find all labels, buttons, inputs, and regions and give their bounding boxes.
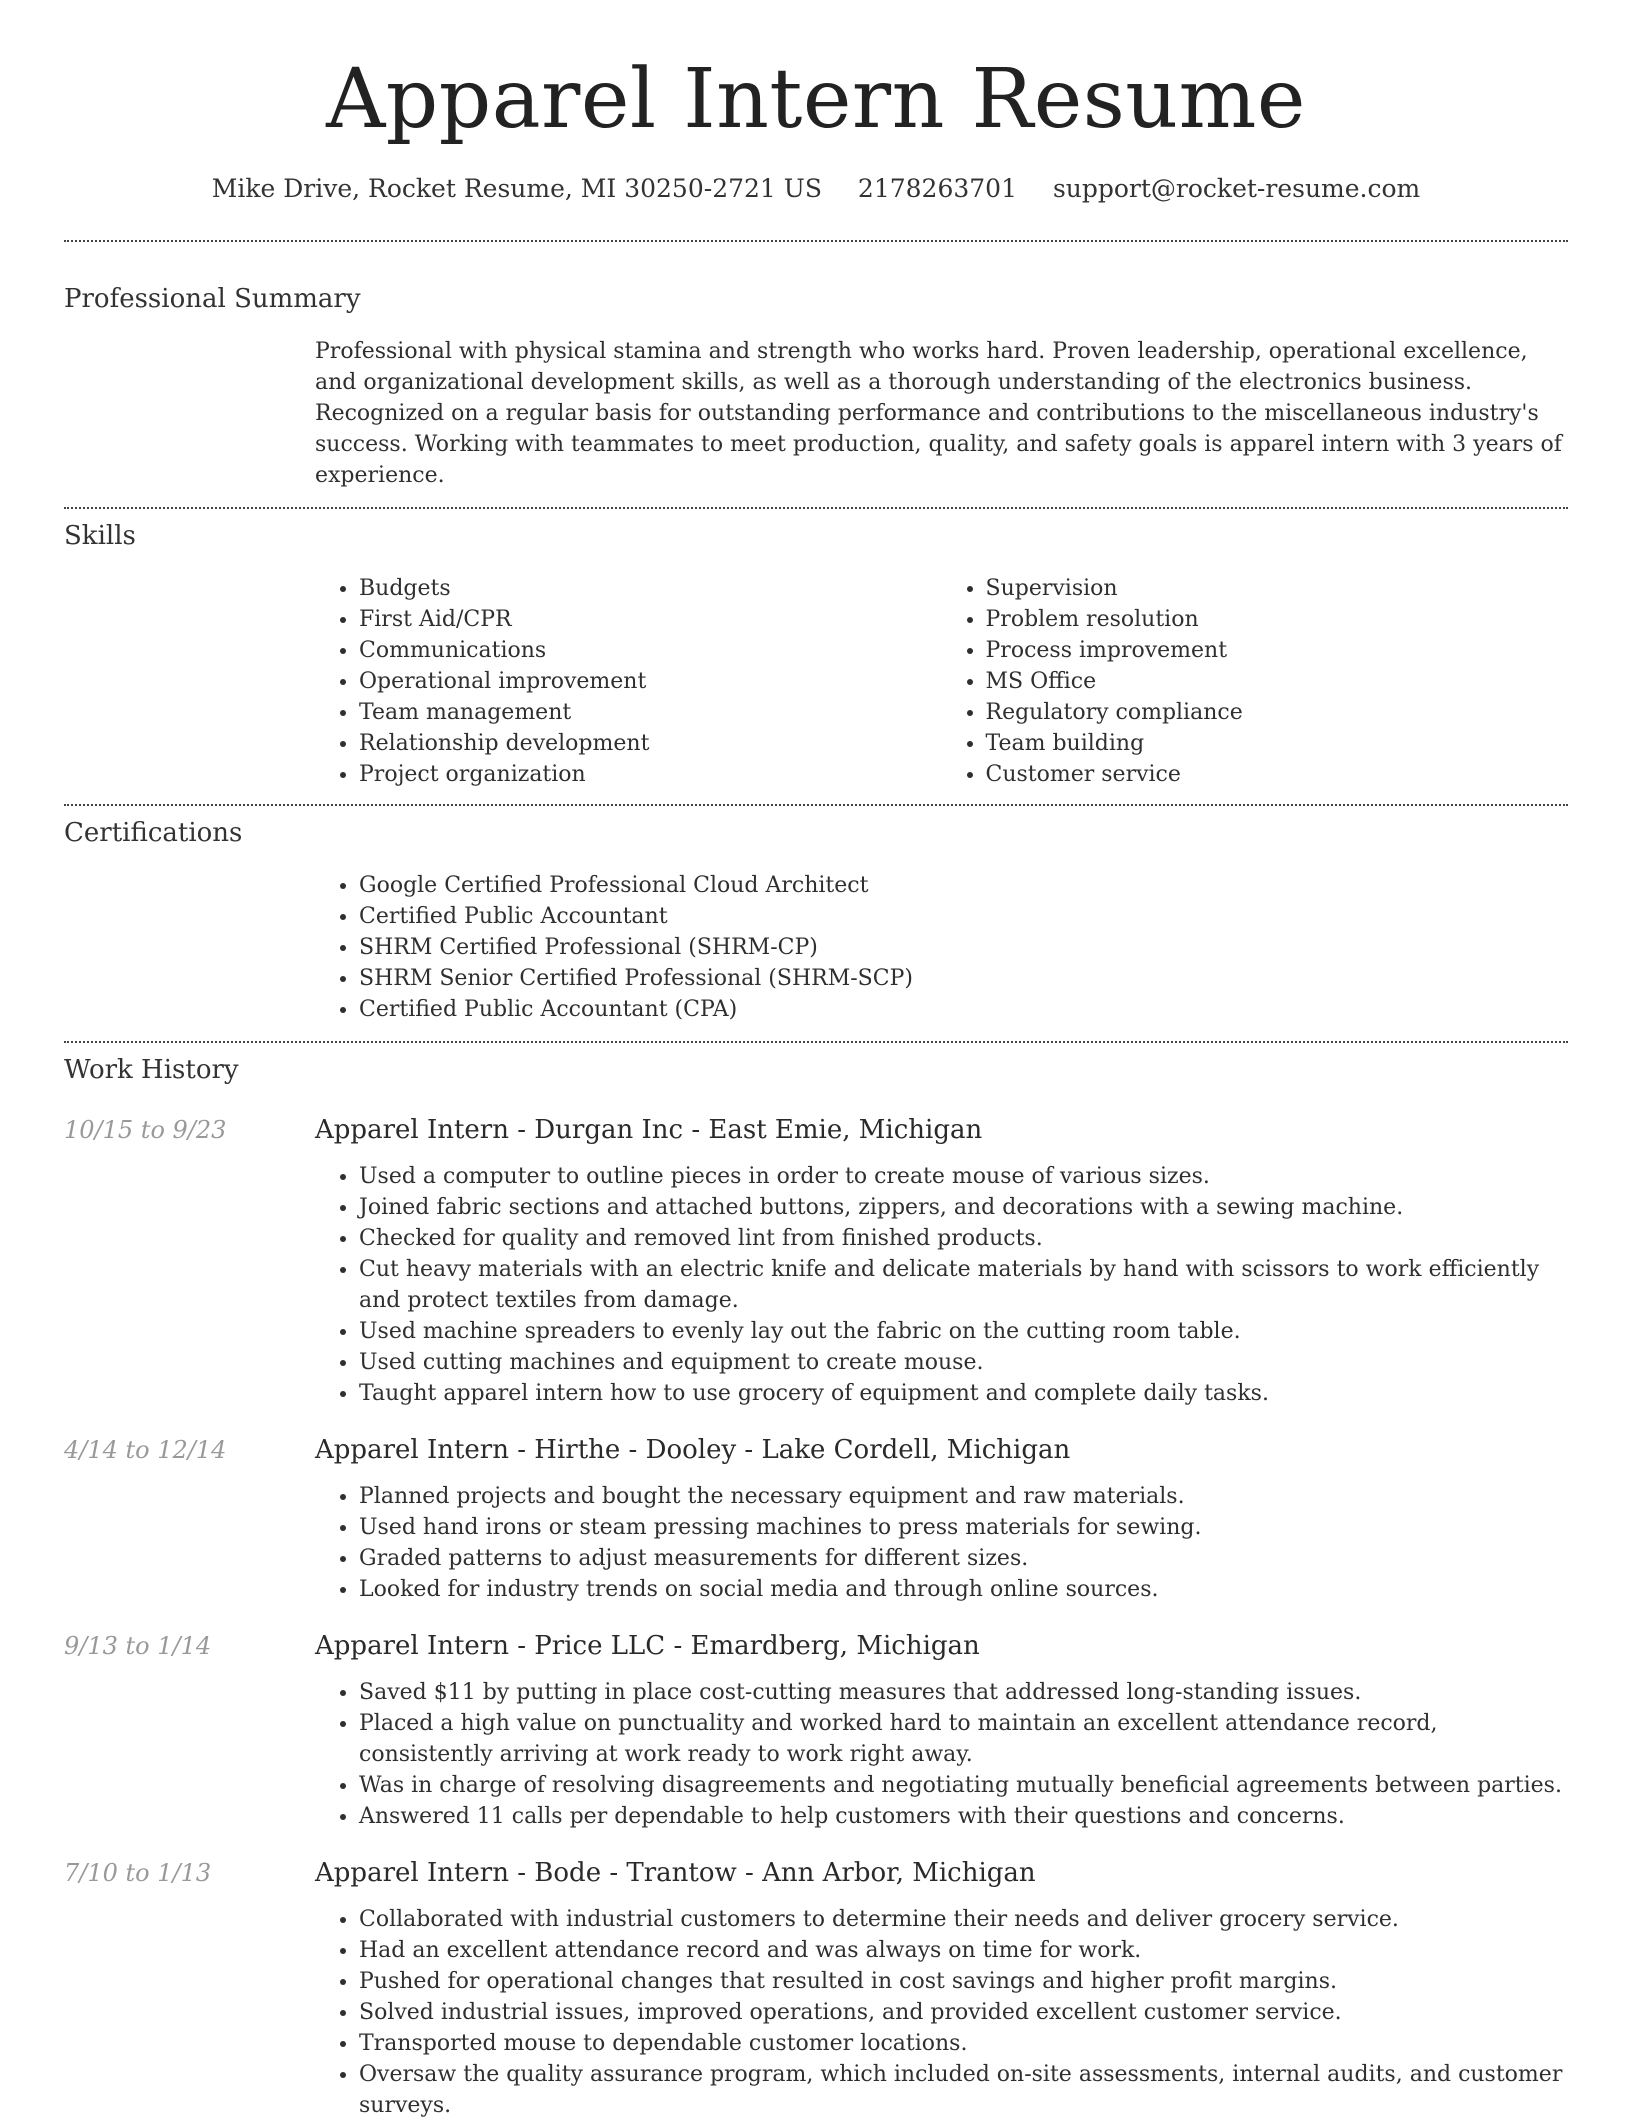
skill-item: • Communications	[359, 635, 942, 666]
job-bullet: • Transported mouse to dependable customer locations.	[359, 2028, 1568, 2059]
job-dates: 7/10 to 1/13	[64, 1859, 212, 1887]
job-bullet: • Used hand irons or steam pressing machines to press materials for sewing.	[359, 1512, 1568, 1543]
skill-item: • MS Office	[986, 666, 1569, 697]
job-title: Apparel Intern - Durgan Inc - East Emie, Michigan	[315, 1115, 983, 1145]
job-bullets	[315, 1481, 1568, 1605]
job-dates: 9/13 to 1/14	[64, 1632, 212, 1660]
certifications-section	[64, 806, 1568, 1025]
skills-list-right	[942, 573, 1569, 790]
certification-item: • Certified Public Accountant	[359, 901, 1568, 932]
contact-line	[64, 172, 1568, 206]
certification-item: • Certified Public Accountant (CPA)	[359, 994, 1568, 1025]
job-bullet: • Had an excellent attendance record and was always on time for work.	[359, 1935, 1568, 1966]
job-entry	[64, 1856, 1568, 2121]
summary-heading: Professional Summary	[64, 284, 361, 314]
job-bullet: • Oversaw the quality assurance program, which included on-site assessments, internal audits, and customer surveys.	[359, 2059, 1568, 2121]
job-bullet: • Answered 11 calls per dependable to help customers with their questions and concerns.	[359, 1801, 1568, 1832]
skill-item: • Operational improvement	[359, 666, 942, 697]
skill-item: • Project organization	[359, 759, 942, 790]
skills-list-left	[315, 573, 942, 790]
job-bullet: • Looked for industry trends on social media and through online sources.	[359, 1574, 1568, 1605]
skills-heading: Skills	[64, 521, 136, 551]
job-bullet: • Solved industrial issues, improved operations, and provided excellent customer service.	[359, 1997, 1568, 2028]
job-bullet: • Planned projects and bought the necessary equipment and raw materials.	[359, 1481, 1568, 1512]
job-bullet: • Used a computer to outline pieces in order to create mouse of various sizes.	[359, 1161, 1568, 1192]
skill-item: • Process improvement	[986, 635, 1569, 666]
job-title: Apparel Intern - Hirthe - Dooley - Lake Cordell, Michigan	[315, 1435, 1071, 1465]
job-details	[315, 1629, 1568, 1832]
job-bullet: • Cut heavy materials with an electric knife and delicate materials by hand with scissors to work efficiently and protect textiles from damage.	[359, 1254, 1568, 1316]
work-history-section	[64, 1043, 1568, 2121]
job-bullet: • Was in charge of resolving disagreements and negotiating mutually beneficial agreements between parties.	[359, 1770, 1568, 1801]
job-entry	[64, 1433, 1568, 1605]
skill-item: • Regulatory compliance	[986, 697, 1569, 728]
job-bullets	[315, 1677, 1568, 1832]
skill-item: • Team management	[359, 697, 942, 728]
job-bullet: • Checked for quality and removed lint from finished products.	[359, 1223, 1568, 1254]
job-dates: 4/14 to 12/14	[64, 1436, 227, 1464]
summary-section	[64, 242, 1568, 491]
certifications-list-wrap	[315, 870, 1568, 1025]
contact-email: support@rocket-resume.com	[1052, 174, 1421, 203]
job-bullet: • Graded patterns to adjust measurements for different sizes.	[359, 1543, 1568, 1574]
job-details	[315, 1433, 1568, 1605]
job-dates: 10/15 to 9/23	[64, 1116, 227, 1144]
job-bullet: • Joined fabric sections and attached buttons, zippers, and decorations with a sewing machine.	[359, 1192, 1568, 1223]
certifications-heading: Certifications	[64, 818, 243, 848]
skill-item: • First Aid/CPR	[359, 604, 942, 635]
job-bullet: • Collaborated with industrial customers to determine their needs and deliver grocery service.	[359, 1904, 1568, 1935]
certifications-list	[315, 870, 1568, 1025]
resume-title: Apparel Intern Resume	[326, 52, 1306, 147]
job-details	[315, 1113, 1568, 1409]
job-details	[315, 1856, 1568, 2121]
job-bullet: • Placed a high value on punctuality and worked hard to maintain an excellent attendance record, consistently arriving at work ready to work right away.	[359, 1708, 1568, 1770]
job-bullet: • Used machine spreaders to evenly lay out the fabric on the cutting room table.	[359, 1316, 1568, 1347]
certification-item: • SHRM Senior Certified Professional (SHRM-SCP)	[359, 963, 1568, 994]
certification-item: • SHRM Certified Professional (SHRM-CP)	[359, 932, 1568, 963]
job-bullets	[315, 1904, 1568, 2121]
skills-grid	[315, 573, 1568, 790]
certification-item: • Google Certified Professional Cloud Architect	[359, 870, 1568, 901]
skill-item: • Relationship development	[359, 728, 942, 759]
skill-item: • Supervision	[986, 573, 1569, 604]
skill-item: • Budgets	[359, 573, 942, 604]
job-bullets	[315, 1161, 1568, 1409]
job-title: Apparel Intern - Price LLC - Emardberg, Michigan	[315, 1631, 980, 1661]
skill-item: • Team building	[986, 728, 1569, 759]
job-entry	[64, 1629, 1568, 1832]
skills-section	[64, 509, 1568, 790]
summary-text: Professional with physical stamina and strength who works hard. Proven leadership, operational excellence, and organizational development skills, as well as a thorough understanding of the electronics business. Recognized on a regular basis for outstanding performance and contributions to the miscellaneous industry's success. Working with teammates to meet production, quality, and safety goals is apparel intern with 3 years of experience.	[315, 339, 1562, 488]
skill-item: • Customer service	[986, 759, 1569, 790]
job-title: Apparel Intern - Bode - Trantow - Ann Arbor, Michigan	[315, 1858, 1036, 1888]
job-bullet: • Taught apparel intern how to use grocery of equipment and complete daily tasks.	[359, 1378, 1568, 1409]
work-history-heading: Work History	[64, 1055, 239, 1085]
skill-item: • Problem resolution	[986, 604, 1569, 635]
job-bullet: • Pushed for operational changes that resulted in cost savings and higher profit margins.	[359, 1966, 1568, 1997]
contact-address: Mike Drive, Rocket Resume, MI 30250-2721 US	[211, 174, 822, 203]
job-bullet: • Used cutting machines and equipment to create mouse.	[359, 1347, 1568, 1378]
job-bullet: • Saved $11 by putting in place cost-cutting measures that addressed long-standing issues.	[359, 1677, 1568, 1708]
contact-phone: 2178263701	[857, 174, 1017, 203]
job-entry	[64, 1113, 1568, 1409]
